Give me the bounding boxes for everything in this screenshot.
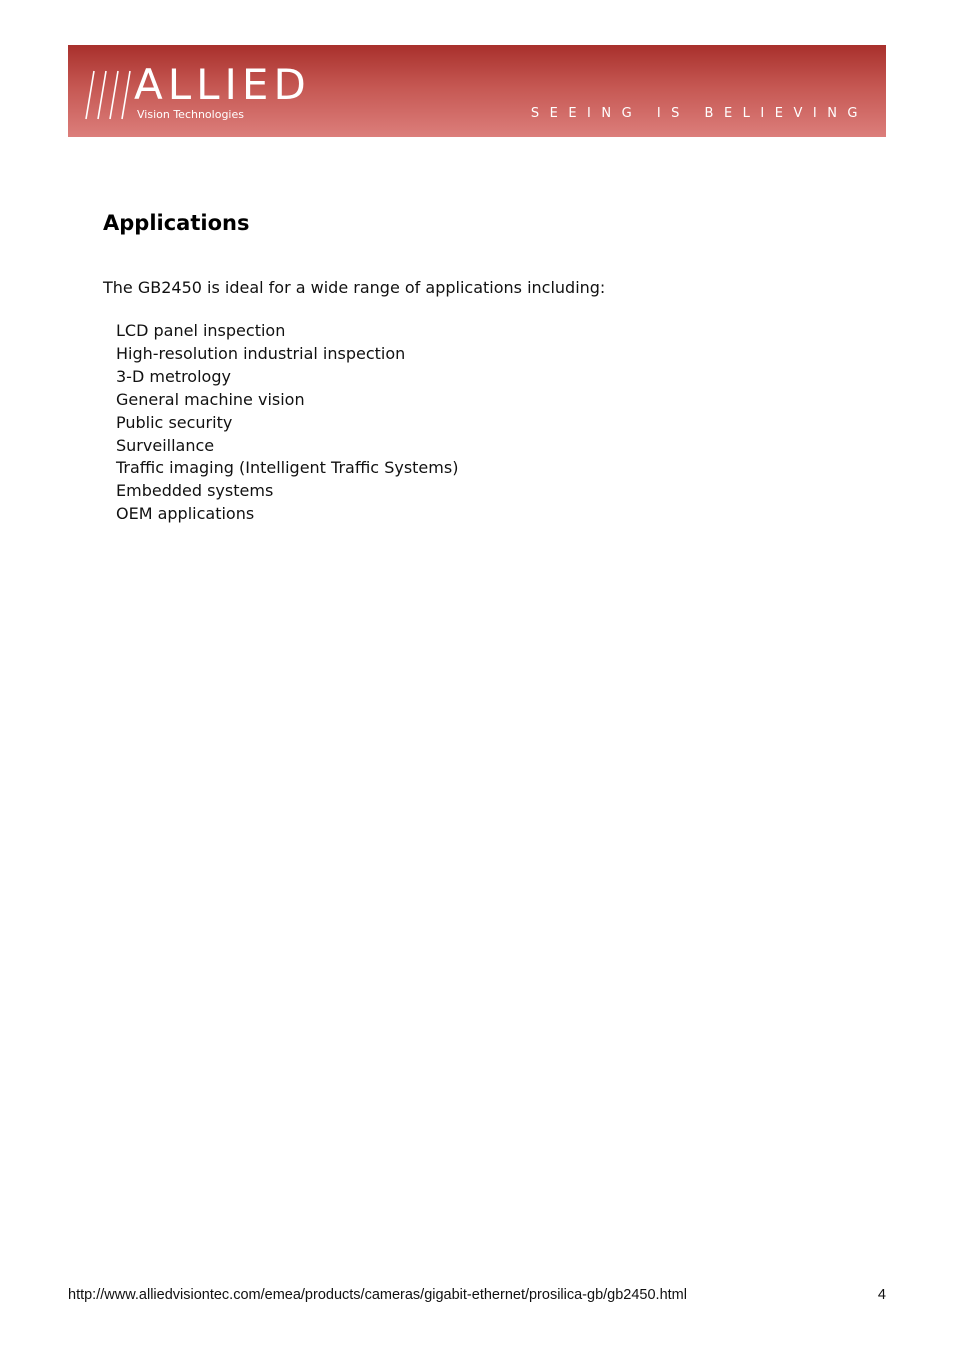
section-heading: Applications [103,211,250,235]
list-item: Surveillance [116,435,215,455]
list-item: 3-D metrology [116,366,231,386]
intro-paragraph: The GB2450 is ideal for a wide range of applications including: [103,278,606,297]
list-item: Traffic imaging (Intelligent Traffic Systems) [116,458,459,478]
list-item: LCD panel inspection [116,321,286,340]
list-item: Public security [116,412,233,432]
tagline: SEEING IS BELIEVING [530,106,868,121]
page-number: 4 [877,1287,886,1303]
logo-text: ALLIED [134,60,311,109]
footer-url: http://www.alliedvisiontec.com/emea/products/cameras/gigabit-ethernet/prosilica-gb/gb2450.html [68,1287,687,1303]
applications-list [116,320,458,526]
list-item: High-resolution industrial inspection [116,343,406,363]
logo-subtext: Vision Technologies [137,108,244,121]
list-item: OEM applications [116,504,255,524]
header-banner [68,45,886,137]
list-item: Embedded systems [116,481,274,501]
list-item: General machine vision [116,389,305,409]
logo-slashes-icon [84,67,132,123]
